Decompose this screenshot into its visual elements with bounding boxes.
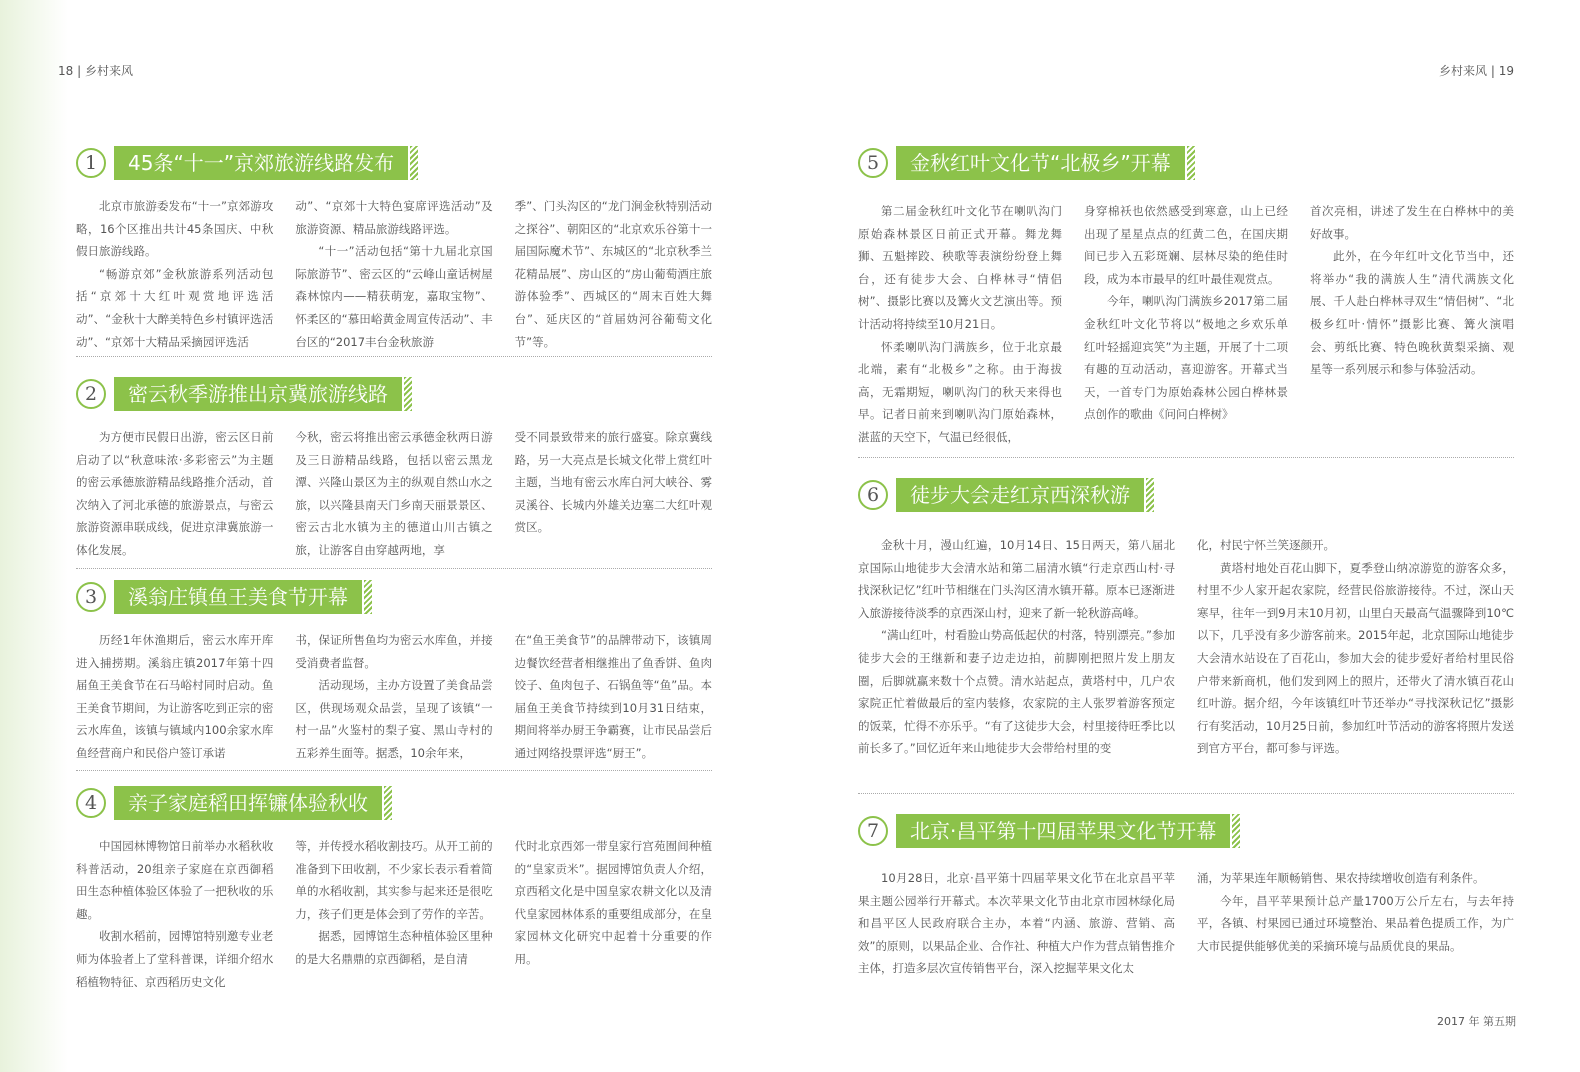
section-divider	[76, 356, 712, 357]
text-column	[295, 426, 492, 562]
text-column	[295, 195, 492, 353]
text-column	[1084, 200, 1288, 449]
paragraph: 今秋，密云将推出密云承德金秋两日游及三日游精品线路，包括以密云黑龙潭、兴隆山景区为主的纵观自然山水之旅，以兴隆县南天门乡南天丽景景区、密云古北水镇为主的德道山川古镇之旅，让游客自由穿越两地，享	[295, 430, 493, 557]
paragraph: 受不同景致带来的旅行盛宴。除京冀线路，另一大亮点是长城文化带上赏红叶主题，当地有密云水库白河大峡谷、雾灵溪谷、长城内外雄关边塞二大红叶观赏区。	[514, 430, 712, 535]
article-number-badge: 7	[858, 816, 888, 846]
section-divider	[76, 568, 712, 569]
paragraph: 历经1年休渔期后，密云水库开库进入捕捞期。溪翁庄镇2017年第十四届鱼王美食节在石马峪村同时启动。鱼王美食节期间，为让游客吃到正宗的密云水库鱼，该镇与镇域内100余家水库鱼经营商户和民俗户签订承诺	[76, 633, 274, 760]
text-column	[1197, 867, 1514, 980]
article-title: 北京·昌平第十四届苹果文化节开幕	[896, 814, 1230, 848]
issue-footer: 2017 年 第五期	[1437, 1015, 1516, 1028]
text-column	[295, 835, 492, 993]
text-column	[76, 629, 273, 765]
article-title: 溪翁庄镇鱼王美食节开幕	[114, 580, 362, 614]
paragraph: 北京市旅游委发布“十一”京郊游攻略，16个区推出共计45条国庆、中秋假日旅游线路。	[76, 199, 274, 259]
text-column	[76, 835, 273, 993]
article-number-badge: 3	[76, 582, 106, 612]
paragraph: 身穿棉袄也依然感受到寒意，山上已经出现了星星点点的红黄二色，在国庆期间已步入五彩斑斓、层林尽染的绝佳时段，成为本市最早的红叶最佳观赏点。	[1084, 204, 1288, 286]
text-column	[295, 629, 492, 765]
text-column	[515, 629, 712, 765]
article-number-badge: 6	[858, 480, 888, 510]
paragraph: 今年，喇叭沟门满族乡2017第二届金秋红叶文化节将以“极地之乡欢乐单 红叶轻摇迎宾笑”为主题，开展了十二项有趣的互动活动，喜迎游客。开幕式当天，一首专门为原始森林公园白桦林景点创作的歌曲《问问白桦树》	[1084, 294, 1288, 422]
article-body	[76, 195, 712, 353]
left-running-head: 18 | 乡村来风	[58, 64, 133, 78]
article-title: 密云秋季游推出京冀旅游线路	[114, 377, 402, 411]
text-column	[1197, 534, 1514, 760]
section-divider	[858, 793, 1514, 794]
section-divider	[76, 770, 712, 771]
article-body	[858, 867, 1514, 980]
text-column	[76, 426, 273, 562]
article-heading	[76, 377, 402, 411]
article-body	[76, 835, 712, 993]
article-number-badge: 1	[76, 148, 106, 178]
paragraph: 中国园林博物馆日前举办水稻秋收科普活动，20组亲子家庭在京西御稻田生态种植体验区体验了一把秋收的乐趣。	[76, 839, 274, 921]
article-title: 45条“十一”京郊旅游线路发布	[114, 146, 408, 180]
article-number-badge: 4	[76, 788, 106, 818]
text-column	[76, 195, 273, 353]
article-heading	[76, 146, 408, 180]
article-title: 徒步大会走红京西深秋游	[896, 478, 1144, 512]
article-body	[858, 534, 1514, 760]
text-column	[858, 534, 1175, 760]
paragraph: 收割水稻前，园博馆特别邀专业老师为体验者上了堂科普课，详细介绍水稻植物特征、京西稻历史文化	[76, 929, 274, 989]
article-heading	[76, 580, 362, 614]
article-number-badge: 5	[858, 148, 888, 178]
paragraph: 此外，在今年红叶文化节当中，还将举办“我的满族人生”清代满族文化展、千人赴白桦林寻双生“情侣树”、“北极乡红叶·情怀”摄影比赛、篝火演唱会、剪纸比赛、特色晚秋黄梨采摘、观星等一系列展示和参与体验活动。	[1310, 249, 1514, 377]
section-divider	[858, 457, 1514, 458]
article-title: 亲子家庭稻田挥镰体验秋收	[114, 786, 382, 820]
paragraph: 在“鱼王美食节”的品牌带动下，该镇周边餐饮经营者相继推出了鱼香饼、鱼肉饺子、鱼肉包子、石锅鱼等“鱼”品。本届鱼王美食节持续到10月31日结束，期间将举办厨王争霸赛，让市民品尝后通过网络投票评选“厨王”。	[514, 633, 712, 760]
article-body	[858, 200, 1514, 449]
decorative-green-strip	[0, 0, 68, 1072]
article-heading	[858, 478, 1144, 512]
paragraph: 黄塔村地处百花山脚下，夏季登山纳凉游览的游客众多，村里不少人家开起农家院，经营民俗旅游接待。不过，深山天寒早，往年一到9月末10月初，山里白天最高气温骤降到10℃以下，几乎没有多少游客前来。2015年起，北京国际山地徒步大会清水站设在了百花山，参加大会的徒步爱好者给村里民俗户带来新商机，他们发到网上的照片，还带火了清水镇百花山红叶游。据介绍，今年该镇红叶节还举办“寻找深秋记忆”摄影行有奖活动，10月25日前，参加红叶节活动的游客将照片发送到官方平台，都可参与评选。	[1197, 560, 1514, 756]
text-column	[515, 195, 712, 353]
paragraph: 10月28日，北京·昌平第十四届苹果文化节在北京昌平苹果主题公园举行开幕式。本次苹果文化节由北京市园林绿化局和昌平区人民政府联合主办，本着“内涵、旅游、营销、高效”的原则，以果品企业、合作社、种植大户作为营点销售推介主体，打造多层次宣传销售平台，深入挖掘苹果文化太	[858, 871, 1175, 976]
page-number: 18	[58, 64, 74, 78]
paragraph: 怀柔喇叭沟门满族乡，位于北京最北端，素有“北极乡”之称。由于海拔高，无霜期短，喇叭沟门的秋天来得也早。记者日前来到喇叭沟门原始森林，湛蓝的天空下，气温已经很低，	[858, 339, 1062, 444]
article-body	[76, 426, 712, 562]
paragraph: 季”、门头沟区的“龙门涧金秋特别活动之探谷”、朝阳区的“北京欢乐谷第十一届国际魔术节”、东城区的“北京秋季兰花精品展”、房山区的“房山葡萄酒庄旅游体验季”、西城区的“周末百姓大舞台”、延庆区的“首届妫河谷葡萄文化节”等。	[514, 199, 712, 349]
paragraph: “满山红叶，村看脸山势高低起伏的村落，特别漂亮。”参加徒步大会的王继新和妻子边走边拍，前脚刚把照片发上朋友圈，后脚就赢来数十个点赞。清水站起点，黄塔村中，几户农家院正忙着做最后的室内装修，农家院的主人张罗着游客预定的饭菜，忙得不亦乐乎。“有了这徒步大会，村里接待旺季比以前长多了。”回忆近年来山地徒步大会带给村里的变	[858, 628, 1175, 756]
right-running-head: 乡村来风 | 19	[1439, 64, 1514, 78]
paragraph: 金秋十月，漫山红遍，10月14日、15日两天，第八届北京国际山地徒步大会清水站和第二届清水镇“行走京西山村·寻找深秋记忆”红叶节相继在门头沟区清水镇开幕。原本已逐渐进入旅游接待淡季的京西深山村，迎来了新一轮秋游高峰。	[858, 538, 1175, 620]
paragraph: “畅游京郊”金秋旅游系列活动包括“京郊十大红叶观赏地评选活动”、“金秋十大醉美特色乡村镇评选活动”、“京郊十大精品采摘园评选活	[76, 266, 274, 349]
paragraph: 动”、“京郊十大特色宴席评选活动”及旅游资源、精品旅游线路评选。	[295, 199, 493, 236]
article-heading	[858, 146, 1185, 180]
right-page	[790, 0, 1580, 1072]
text-column	[515, 426, 712, 562]
paragraph: 化，村民宁怀兰笑逐颜开。	[1197, 538, 1335, 552]
paragraph: 等，并传授水稻收割技巧。从开工前的准备到下田收割，不少家长表示看着简单的水稻收割，其实参与起来还是很吃力，孩子们更是体会到了劳作的辛苦。	[295, 839, 493, 921]
paragraph: “十一”活动包括“第十九届北京国际旅游节”、密云区的“云峰山童话树屋森林惊内——精获萌宠，嘉取宝物”、怀柔区的“慕田峪黄金周宣传活动”、丰台区的“2017丰台金秋旅游	[295, 244, 493, 349]
column-name: 乡村来风	[1439, 64, 1488, 78]
paragraph: 涌，为苹果连年顺畅销售、果农持续增收创造有利条件。	[1197, 871, 1485, 885]
column-name: 乡村来风	[84, 64, 133, 78]
page-number: 19	[1498, 64, 1514, 78]
article-heading	[76, 786, 382, 820]
paragraph: 代时北京西郊一带皇家行宫苑囿间种植的“皇家贡米”。据园博馆负责人介绍，京西稻文化是中国皇家农耕文化以及清代皇家园林体系的重要组成部分，在皇家园林文化研究中起着十分重要的作用。	[514, 839, 712, 966]
text-column	[515, 835, 712, 993]
article-title: 金秋红叶文化节“北极乡”开幕	[896, 146, 1185, 180]
article-number-badge: 2	[76, 379, 106, 409]
article-heading	[858, 814, 1230, 848]
paragraph: 书，保证所售鱼均为密云水库鱼，并接受消费者监督。	[295, 633, 493, 670]
paragraph: 为方便市民假日出游，密云区日前启动了以“秋意味浓·多彩密云”为主题的密云承德旅游精品线路推介活动，首次纳入了河北承德的旅游景点，与密云旅游资源串联成线，促进京津冀旅游一体化发展。	[76, 430, 274, 557]
paragraph: 第二届金秋红叶文化节在喇叭沟门原始森林景区日前正式开幕。舞龙舞狮、五魁摔跤、秧歌等表演纷纷登上舞台，还有徒步大会、白桦林寻“情侣树”、摄影比赛以及篝火文艺演出等。预计活动将持续至10月21日。	[858, 204, 1062, 331]
paragraph: 活动现场，主办方设置了美食品尝区，供现场观众品尝，呈现了该镇“一村一品”火鉴村的梨子宴、黑山寺村的五彩养生面等。据悉，10余年来，	[295, 678, 493, 760]
article-body	[76, 629, 712, 765]
text-column	[858, 867, 1175, 980]
text-column	[858, 200, 1062, 449]
paragraph: 首次亮相，讲述了发生在白桦林中的美好故事。	[1310, 204, 1514, 241]
text-column	[1310, 200, 1514, 449]
paragraph: 今年，昌平苹果预计总产量1700万公斤左右，与去年持平，各镇、村果园已通过环境整治、果品着色提质工作，为广大市民提供能够优美的采摘环境与品质优良的果品。	[1197, 893, 1514, 953]
paragraph: 据悉，园博馆生态种植体验区里种的是大名鼎鼎的京西御稻，是自清	[295, 929, 493, 966]
